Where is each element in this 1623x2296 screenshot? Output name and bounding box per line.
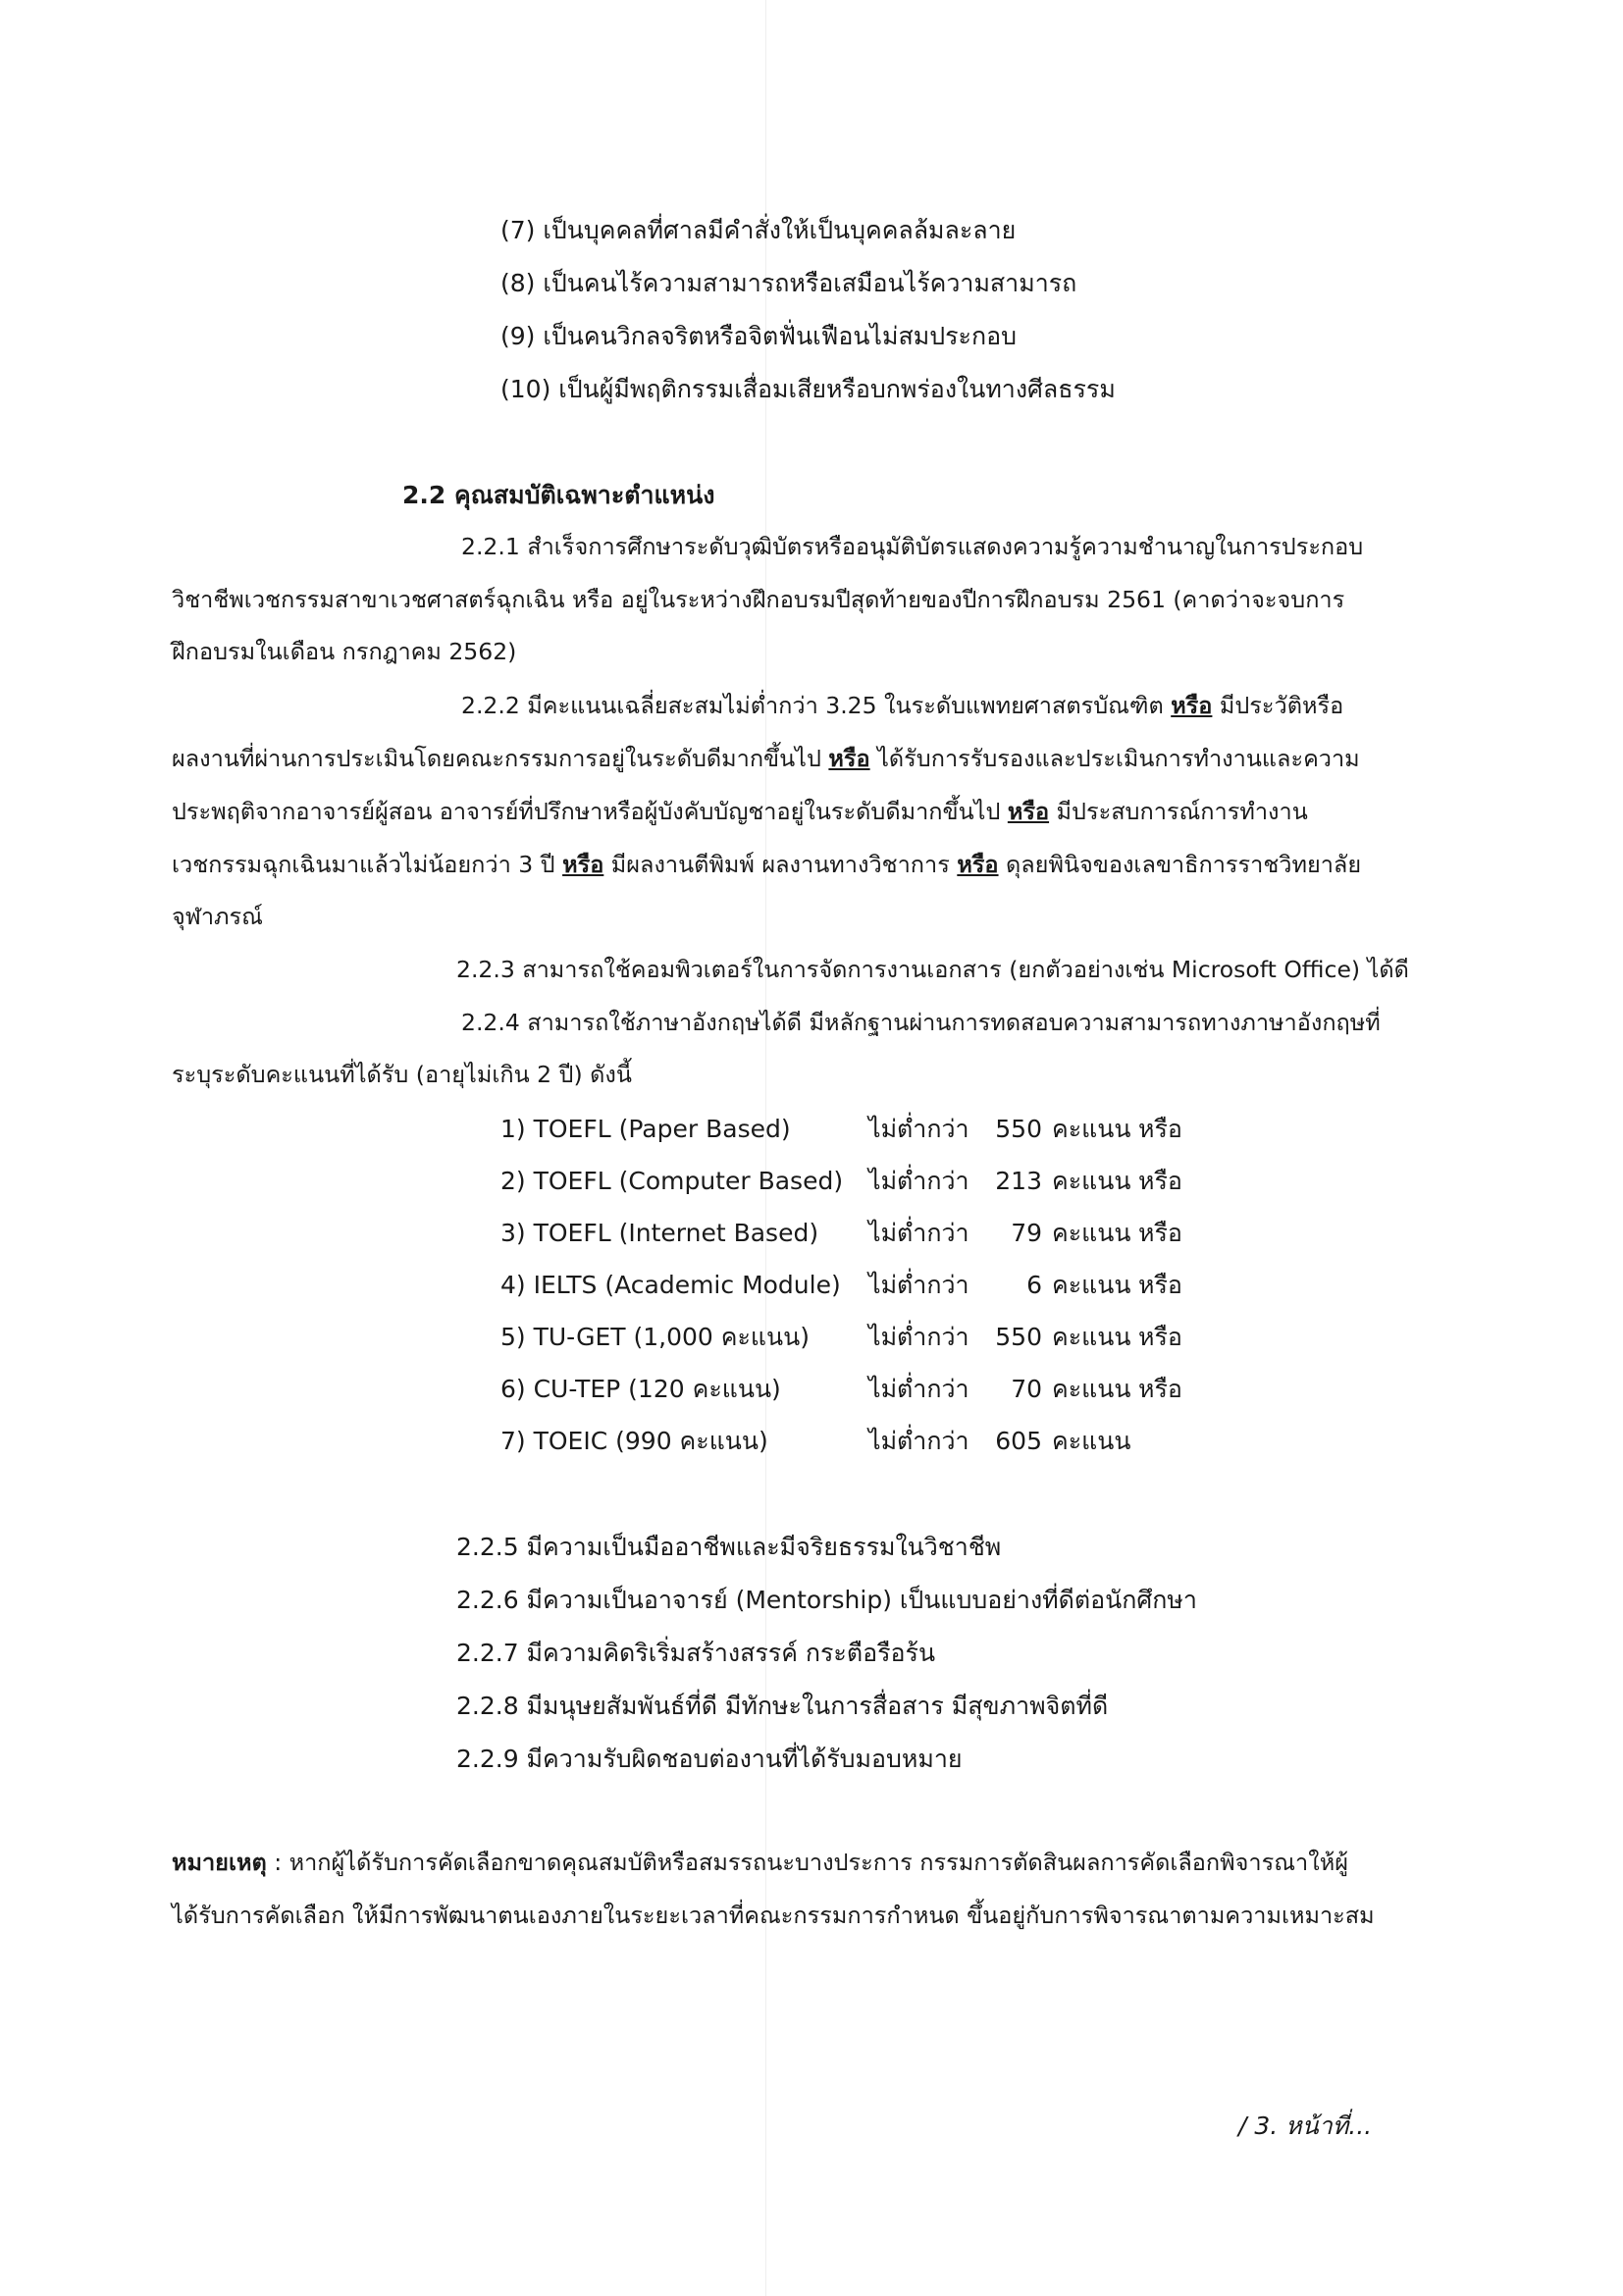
p221-line-3: ฝึกอบรมในเดือน กรกฎาคม 2562)	[172, 638, 517, 665]
item-225: 2.2.5 มีความเป็นมืออาชีพและมีจริยธรรมในวิชาชีพ	[456, 1533, 1002, 1561]
test-name: 3) TOEFL (Internet Based)	[500, 1219, 819, 1247]
test-or: หรือ	[1138, 1323, 1182, 1351]
test-score-unit: คะแนน	[1052, 1427, 1131, 1455]
or-emphasis: หรือ	[1007, 798, 1050, 825]
test-name: 2) TOEFL (Computer Based)	[500, 1167, 844, 1195]
test-or: หรือ	[1138, 1219, 1182, 1247]
test-score-unit: คะแนน	[1052, 1219, 1131, 1247]
test-score-unit: คะแนน	[1052, 1115, 1131, 1143]
item-228: 2.2.8 มีมนุษยสัมพันธ์ที่ดี มีทักษะในการสื่อสาร มีสุขภาพจิตที่ดี	[456, 1692, 1109, 1720]
test-min-score: 550	[995, 1115, 1042, 1143]
test-min-score: 70	[1011, 1375, 1042, 1403]
test-name: 1) TOEFL (Paper Based)	[500, 1115, 791, 1143]
or-emphasis: หรือ	[828, 745, 870, 772]
p221-line-1: 2.2.1 สำเร็จการศึกษาระดับวุฒิบัตรหรืออนุมัติบัตรแสดงความรู้ความชำนาญในการประกอบ	[461, 533, 1364, 560]
page-continuation: / 3. หน้าที่...	[1238, 2112, 1373, 2140]
item-227: 2.2.7 มีความคิดริเริ่มสร้างสรรค์ กระตือรือร้น	[456, 1639, 936, 1667]
test-min-prefix: ไม่ต่ำกว่า	[868, 1115, 969, 1143]
test-or: หรือ	[1138, 1375, 1182, 1403]
note-line-1: หมายเหตุ : หากผู้ได้รับการคัดเลือกขาดคุณสมบัติหรือสมรรถนะบางประการ กรรมการตัดสินผลการคัดเลือกพิจารณาให้ผู้	[172, 1849, 1348, 1876]
p222-line-3: ประพฤติจากอาจารย์ผู้สอน อาจารย์ที่ปรึกษาหรือผู้บังคับบัญชาอยู่ในระดับดีมากขึ้นไป หรือ มีประสบการณ์การทำงาน	[172, 798, 1308, 825]
test-name: 6) CU-TEP (120 คะแนน)	[500, 1375, 781, 1403]
test-min-score: 79	[1011, 1219, 1042, 1247]
p223-line: 2.2.3 สามารถใช้คอมพิวเตอร์ในการจัดการงานเอกสาร (ยกตัวอย่างเช่น Microsoft Office) ได้ดี	[456, 956, 1409, 983]
note-line-2: ได้รับการคัดเลือก ให้มีการพัฒนาตนเองภายในระยะเวลาที่คณะกรรมการกำหนด ขึ้นอยู่กับการพิจารณาตามความเหมาะสม	[172, 1902, 1375, 1929]
test-name: 7) TOEIC (990 คะแนน)	[500, 1427, 768, 1455]
list-item-8: (8) เป็นคนไร้ความสามารถหรือเสมือนไร้ความสามารถ	[500, 269, 1077, 297]
test-score-unit: คะแนน	[1052, 1271, 1131, 1299]
test-or: หรือ	[1138, 1271, 1182, 1299]
p224-line-1: 2.2.4 สามารถใช้ภาษาอังกฤษได้ดี มีหลักฐานผ่านการทดสอบความสามารถทางภาษาอังกฤษที่	[461, 1009, 1381, 1036]
test-min-score: 213	[995, 1167, 1042, 1195]
item-226: 2.2.6 มีความเป็นอาจารย์ (Mentorship) เป็นแบบอย่างที่ดีต่อนักศึกษา	[456, 1586, 1197, 1614]
list-item-9: (9) เป็นคนวิกลจริตหรือจิตฟั่นเฟือนไม่สมประกอบ	[500, 322, 1017, 350]
test-min-prefix: ไม่ต่ำกว่า	[868, 1427, 969, 1455]
p221-line-2: วิชาชีพเวชกรรมสาขาเวชศาสตร์ฉุกเฉิน หรือ อยู่ในระหว่างฝึกอบรมปีสุดท้ายของปีการฝึกอบรม 2561 (คาดว่าจะจบการ	[172, 586, 1345, 613]
test-score-unit: คะแนน	[1052, 1323, 1131, 1351]
or-emphasis: หรือ	[957, 851, 999, 878]
test-min-prefix: ไม่ต่ำกว่า	[868, 1167, 969, 1195]
or-emphasis: หรือ	[562, 851, 604, 878]
test-score-unit: คะแนน	[1052, 1167, 1131, 1195]
test-score-unit: คะแนน	[1052, 1375, 1131, 1403]
note-label: หมายเหตุ	[172, 1849, 267, 1876]
test-min-prefix: ไม่ต่ำกว่า	[868, 1323, 969, 1351]
test-min-prefix: ไม่ต่ำกว่า	[868, 1375, 969, 1403]
p222-line-4: เวชกรรมฉุกเฉินมาแล้วไม่น้อยกว่า 3 ปี หรือ มีผลงานตีพิมพ์ ผลงานทางวิชาการ หรือ ดุลยพินิจของเลขาธิการราชวิทยาลัย	[172, 851, 1362, 878]
section-heading: 2.2 คุณสมบัติเฉพาะตำแหน่ง	[402, 481, 715, 509]
p224-line-2: ระบุระดับคะแนนที่ได้รับ (อายุไม่เกิน 2 ปี) ดังนี้	[172, 1061, 632, 1088]
p222-line-2: ผลงานที่ผ่านการประเมินโดยคณะกรรมการอยู่ในระดับดีมากขึ้นไป หรือ ได้รับการรับรองและประเมินการทำงานและความ	[172, 745, 1360, 772]
or-emphasis: หรือ	[1171, 692, 1213, 719]
test-min-prefix: ไม่ต่ำกว่า	[868, 1219, 969, 1247]
test-or: หรือ	[1138, 1115, 1182, 1143]
test-name: 5) TU-GET (1,000 คะแนน)	[500, 1323, 810, 1351]
test-min-prefix: ไม่ต่ำกว่า	[868, 1271, 969, 1299]
test-or: หรือ	[1138, 1167, 1182, 1195]
test-min-score: 6	[1026, 1271, 1042, 1299]
item-229: 2.2.9 มีความรับผิดชอบต่องานที่ได้รับมอบหมาย	[456, 1745, 963, 1773]
test-name: 4) IELTS (Academic Module)	[500, 1271, 841, 1299]
p222-line-5: จุฬาภรณ์	[172, 903, 263, 930]
list-item-7: (7) เป็นบุคคลที่ศาลมีคำสั่งให้เป็นบุคคลล้มละลาย	[500, 216, 1017, 244]
test-min-score: 605	[995, 1427, 1042, 1455]
test-min-score: 550	[995, 1323, 1042, 1351]
list-item-10: (10) เป็นผู้มีพฤติกรรมเสื่อมเสียหรือบกพร่องในทางศีลธรรม	[500, 375, 1116, 403]
p222-line-1: 2.2.2 มีคะแนนเฉลี่ยสะสมไม่ต่ำกว่า 3.25 ในระดับแพทยศาสตรบัณฑิต หรือ มีประวัติหรือ	[461, 692, 1344, 719]
